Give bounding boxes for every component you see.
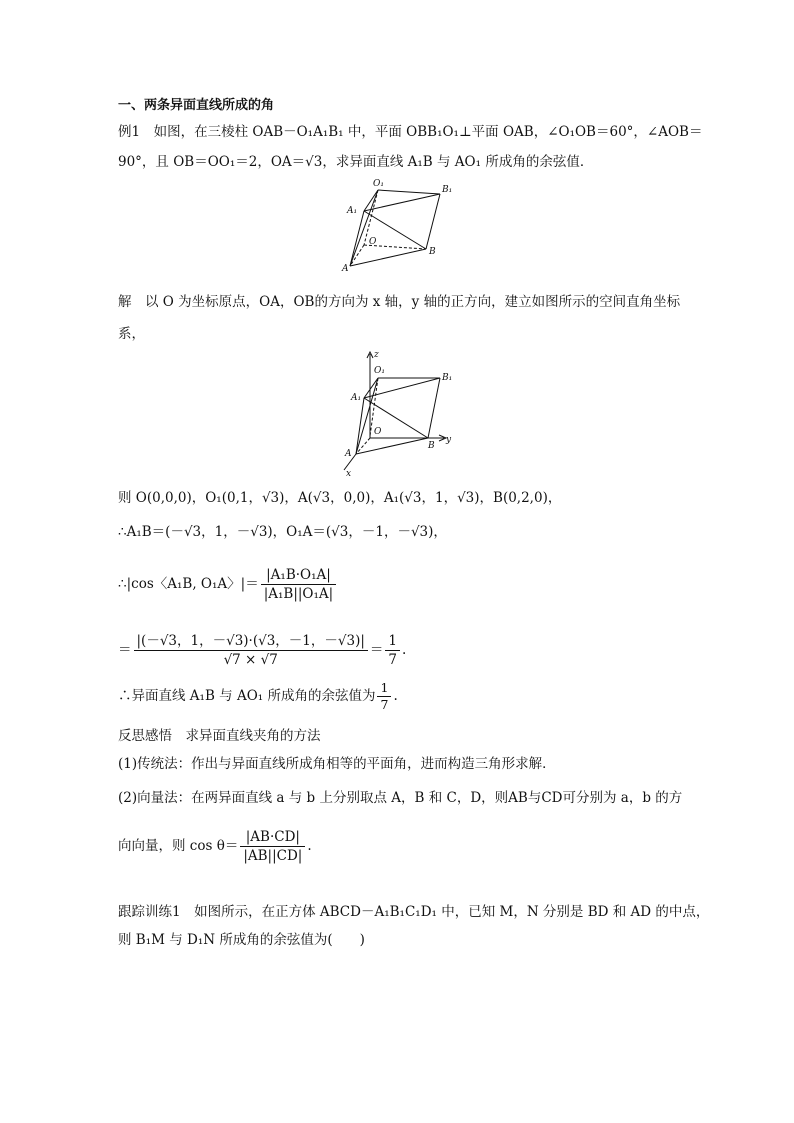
reflection-item2b: 向向量，则 cos θ＝ [118, 838, 239, 854]
cos-eval-denominator: √7 × √7 [223, 652, 278, 668]
fig2-label-o: O [374, 427, 382, 437]
fig1-label-o: O [369, 237, 377, 247]
fig2-label-x: x [346, 469, 352, 478]
cos-eval-lhs: ＝ [118, 642, 132, 658]
fig1-label-b: B [429, 247, 436, 257]
cos-eval-result [385, 632, 400, 669]
cos-eval-result-numerator: 1 [385, 632, 400, 651]
prism-figure-1 [338, 176, 458, 276]
fig1-label-a1: A₁ [347, 206, 358, 216]
fig2-label-o1: O₁ [374, 366, 385, 376]
cos-formula-line [118, 566, 338, 603]
training-line2: 则 B₁M 与 D₁N 所成角的余弦值为( ) [118, 932, 365, 948]
reflection-fraction-end: . [307, 838, 312, 854]
cos-eval-result-denominator: 7 [388, 652, 397, 668]
fig2-label-a: A [345, 449, 352, 459]
fig2-label-y: y [446, 435, 452, 445]
reflection-item2: (2)向量法：在两异面直线 a 与 b 上分别取点 A，B 和 C，D，则AB与CD可分别为 a，b 的方 [118, 790, 683, 806]
conclusion-line [118, 680, 398, 713]
cos-eval-end: . [402, 642, 407, 658]
fig1-label-o1: O₁ [373, 179, 384, 189]
fig2-label-a1: A₁ [351, 393, 362, 403]
reflection-fraction [240, 828, 305, 865]
fig2-label-b1: B₁ [442, 373, 453, 383]
reflection-fraction-denominator: |AB||CD| [243, 848, 303, 864]
fig1-label-a: A [342, 264, 349, 274]
example1-line2: 90°，且 OB＝OO₁＝2，OA＝√3，求异面直线 A₁B 与 AO₁ 所成角的余弦值． [118, 154, 594, 170]
coordinates-line: 则 O(0,0,0)，O₁(0,1，√3)，A(√3，0,0)，A₁(√3，1，√3)，B(0,2,0)， [118, 490, 562, 506]
coordinate-figure-2 [336, 348, 466, 478]
training-line1: 跟踪训练1 如图所示，在正方体 ABCD－A₁B₁C₁D₁ 中，已知 M，N 分别是 BD 和 AD 的中点， [118, 904, 710, 920]
solution-line2: 系， [118, 326, 145, 342]
reflection-item2-continued [118, 828, 312, 865]
fig2-label-b: B [428, 441, 435, 451]
example1-line1: 例1 如图，在三棱柱 OAB－O₁A₁B₁ 中，平面 OBB₁O₁⊥平面 OAB，∠O₁OB＝60°，∠AOB＝ [118, 124, 703, 140]
cos-eval-line [118, 632, 406, 669]
reflection-item1: (1)传统法：作出与异面直线所成角相等的平面角，进而构造三角形求解． [118, 756, 556, 772]
conclusion-end: . [393, 688, 398, 704]
conclusion-denominator: 7 [380, 697, 389, 712]
conclusion-numerator: 1 [377, 680, 391, 697]
conclusion-text: ∴异面直线 A₁B 与 AO₁ 所成角的余弦值为 [118, 688, 376, 704]
cos-formula-denominator: |A₁B||O₁A| [263, 586, 334, 602]
cos-formula-numerator: |A₁B·O₁A| [261, 566, 337, 585]
reflection-title: 反思感悟 求异面直线夹角的方法 [118, 728, 321, 744]
fig2-label-z: z [374, 350, 379, 360]
cos-formula-fraction [261, 566, 337, 603]
vectors-line: ∴A₁B＝(－√3，1，－√3)，O₁A＝(√3，－1，－√3)， [118, 524, 447, 540]
cos-formula-lhs: ∴|cos〈A₁B, O₁A〉|＝ [118, 576, 259, 592]
section-heading: 一、两条异面直线所成的角 [118, 98, 275, 113]
fig1-label-b1: B₁ [442, 185, 453, 195]
cos-eval-numerator: |(－√3，1，－√3)·(√3，－1，－√3)| [134, 632, 368, 651]
reflection-fraction-numerator: |AB·CD| [240, 828, 305, 847]
conclusion-fraction [377, 680, 391, 713]
solution-line1: 解 以 O 为坐标原点，OA，OB的方向为 x 轴，y 轴的正方向，建立如图所示的空间直角坐标 [118, 294, 681, 310]
cos-eval-fraction [134, 632, 368, 669]
cos-eval-equals: ＝ [369, 642, 384, 658]
